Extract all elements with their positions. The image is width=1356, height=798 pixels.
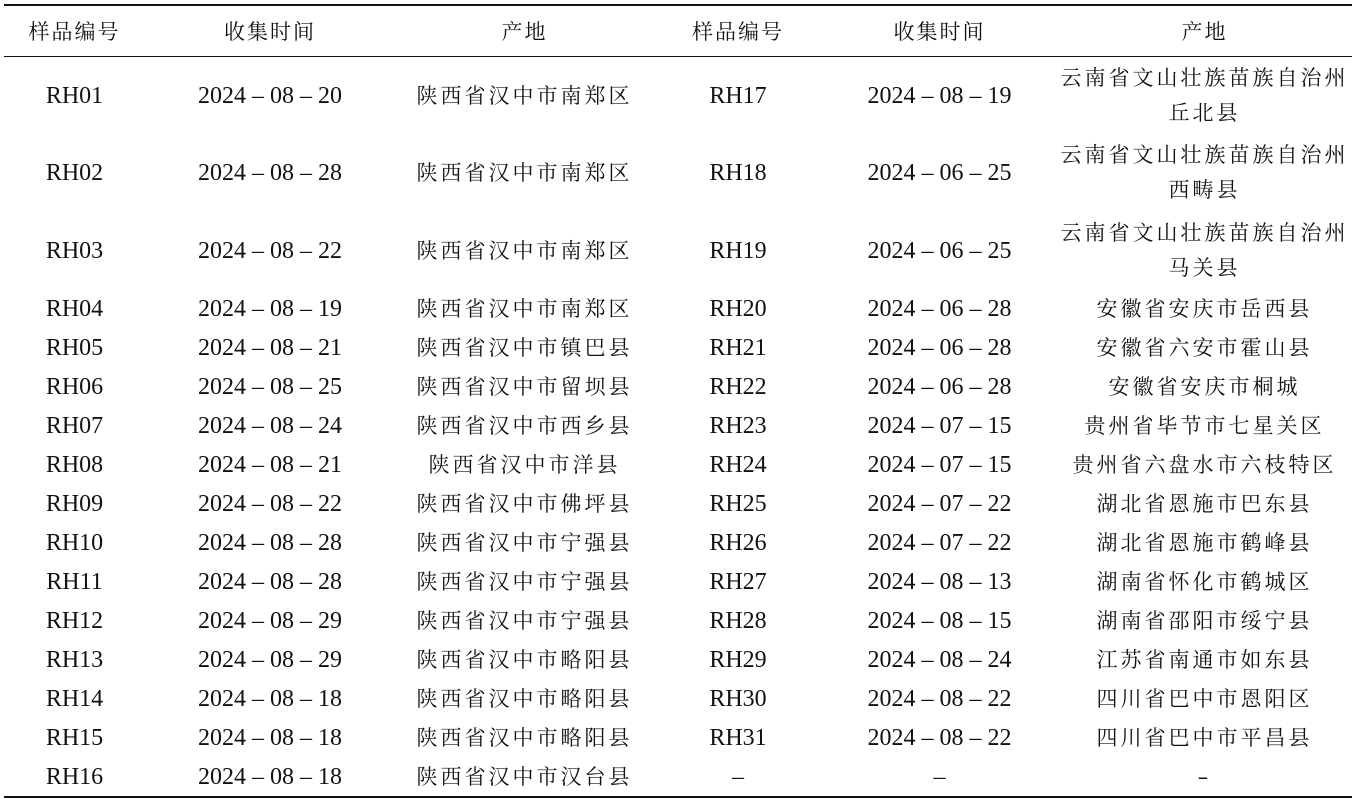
collection-date-cell: 2024 – 08 – 24 [198, 413, 342, 439]
collection-date-cell: 2024 – 07 – 15 [867, 452, 1012, 478]
table-row [4, 680, 1352, 719]
collection-date-cell: 2024 – 08 – 13 [867, 569, 1012, 595]
sample-id-cell: RH19 [709, 237, 767, 264]
origin-cell: 陕西省汉中市镇巴县 [416, 336, 633, 360]
sample-table [4, 4, 1352, 798]
collection-date-cell: 2024 – 07 – 22 [867, 491, 1012, 517]
origin-cell: 四川省巴中市平昌县 [1096, 726, 1313, 750]
collection-date-cell: 2024 – 07 – 15 [867, 413, 1012, 439]
collection-date-cell: 2024 – 08 – 28 [198, 159, 342, 186]
collection-date-cell: 2024 – 08 – 22 [867, 725, 1012, 751]
origin-cell: 陕西省汉中市南郑区 [416, 238, 633, 263]
collection-date-cell: 2024 – 08 – 21 [198, 452, 342, 478]
sample-id-cell: RH02 [45, 159, 104, 186]
origin-cell: 贵州省六盘水市六枝特区 [1072, 453, 1337, 477]
sample-id-cell: RH04 [45, 296, 104, 322]
sample-id-cell: RH11 [46, 569, 103, 595]
sample-id-cell: RH18 [709, 159, 767, 186]
origin-cell: – [1057, 758, 1352, 797]
collection-date-cell: 2024 – 06 – 25 [867, 237, 1012, 264]
sample-id-cell: RH03 [45, 237, 104, 264]
origin-cell: 陕西省汉中市南郑区 [416, 160, 633, 185]
origin-cell: 陕西省汉中市西乡县 [416, 414, 633, 438]
origin-cell: 陕西省汉中市南郑区 [416, 297, 633, 321]
collection-date-cell: 2024 – 08 – 28 [198, 569, 342, 595]
collection-date-cell: 2024 – 08 – 22 [198, 237, 342, 264]
collection-date-cell: 2024 – 08 – 24 [867, 647, 1012, 673]
collection-date-cell: 2024 – 08 – 29 [198, 608, 342, 634]
sample-id-cell: – [654, 758, 822, 797]
origin-cell: 安徽省安庆市岳西县 [1096, 297, 1313, 321]
header-sample-id: 样品编号 [4, 5, 145, 56]
collection-date-cell: 2024 – 08 – 20 [198, 82, 342, 109]
origin-cell: 湖南省怀化市鹤城区 [1096, 570, 1313, 594]
sample-id-cell: RH31 [709, 725, 767, 751]
collection-date-cell: – [822, 758, 1057, 797]
sample-id-cell: RH15 [45, 725, 104, 751]
origin-cell: 四川省巴中市恩阳区 [1096, 687, 1313, 711]
collection-date-cell: 2024 – 07 – 22 [867, 530, 1012, 556]
sample-id-cell: RH21 [709, 335, 767, 361]
sample-id-cell: RH23 [709, 413, 767, 439]
collection-date-cell: 2024 – 08 – 22 [867, 686, 1012, 712]
sample-id-cell: RH24 [709, 452, 767, 478]
origin-cell: 陕西省汉中市南郑区 [416, 83, 633, 108]
origin-cell: 陕西省汉中市汉台县 [395, 758, 654, 797]
sample-id-cell: RH10 [45, 530, 104, 556]
header-origin: 产地 [395, 5, 654, 56]
collection-date-cell: 2024 – 06 – 25 [867, 159, 1012, 186]
sample-id-cell: RH01 [45, 82, 104, 109]
origin-cell: 陕西省汉中市略阳县 [416, 687, 633, 711]
origin-cell: 湖南省邵阳市绥宁县 [1096, 609, 1313, 633]
collection-date-cell: 2024 – 08 – 18 [198, 725, 342, 751]
sample-id-cell: RH09 [45, 491, 104, 517]
sample-id-cell: RH07 [45, 413, 104, 439]
collection-date-cell: 2024 – 08 – 15 [867, 608, 1012, 634]
table-row [4, 290, 1352, 329]
collection-date-cell: 2024 – 06 – 28 [867, 335, 1012, 361]
origin-cell: 贵州省毕节市七星关区 [1084, 414, 1325, 438]
sample-id-cell: RH06 [45, 374, 104, 400]
table-row [4, 485, 1352, 524]
origin-cell: 安徽省六安市霍山县 [1096, 336, 1313, 360]
header-collection-date: 收集时间 [145, 5, 395, 56]
header-origin: 产地 [1057, 5, 1352, 56]
table-row [4, 641, 1352, 680]
collection-date-cell: 2024 – 08 – 18 [198, 686, 342, 712]
collection-date-cell: 2024 – 08 – 25 [198, 374, 342, 400]
table-row [4, 329, 1352, 368]
sample-id-cell: RH16 [4, 758, 145, 797]
origin-cell: 云南省文山壮族苗族自治州马关县 [1060, 221, 1349, 280]
collection-date-cell: 2024 – 06 – 28 [867, 296, 1012, 322]
origin-cell: 陕西省汉中市宁强县 [416, 609, 633, 633]
sample-id-cell: RH29 [709, 647, 767, 673]
collection-date-cell: 2024 – 08 – 22 [198, 491, 342, 517]
sample-id-cell: RH14 [45, 686, 104, 712]
table-row [4, 368, 1352, 407]
table-body [4, 56, 1352, 797]
origin-cell: 江苏省南通市如东县 [1096, 648, 1313, 672]
origin-cell: 陕西省汉中市宁强县 [416, 531, 633, 555]
origin-cell: 云南省文山壮族苗族自治州丘北县 [1060, 66, 1349, 126]
sample-id-cell: RH20 [709, 296, 767, 322]
sample-id-cell: RH27 [709, 569, 767, 595]
header-row [4, 5, 1352, 56]
sample-id-cell: RH22 [709, 374, 767, 400]
sample-id-cell: RH17 [709, 82, 767, 109]
sample-id-cell: RH13 [45, 647, 104, 673]
table-row [4, 56, 1352, 134]
table-row [4, 719, 1352, 758]
collection-date-cell: 2024 – 06 – 28 [867, 374, 1012, 400]
origin-cell: 陕西省汉中市洋县 [428, 453, 621, 477]
sample-id-cell: RH12 [45, 608, 104, 634]
header-collection-date: 收集时间 [822, 5, 1057, 56]
table-header [4, 5, 1352, 56]
table-row [4, 212, 1352, 290]
table-row [4, 524, 1352, 563]
table-row [4, 134, 1352, 212]
table-row [4, 758, 1352, 797]
table-row [4, 446, 1352, 485]
collection-date-cell: 2024 – 08 – 19 [867, 82, 1012, 109]
collection-date-cell: 2024 – 08 – 21 [198, 335, 342, 361]
origin-cell: 云南省文山壮族苗族自治州西畴县 [1060, 143, 1349, 202]
sample-id-cell: RH08 [45, 452, 104, 478]
origin-cell: 湖北省恩施市巴东县 [1096, 492, 1313, 516]
origin-cell: 陕西省汉中市略阳县 [416, 726, 633, 750]
collection-date-cell: 2024 – 08 – 28 [198, 530, 342, 556]
sample-id-cell: RH30 [709, 686, 767, 712]
collection-date-cell: 2024 – 08 – 29 [198, 647, 342, 673]
table-row [4, 407, 1352, 446]
sample-id-cell: RH25 [709, 491, 767, 517]
header-sample-id: 样品编号 [654, 5, 822, 56]
sample-id-cell: RH28 [709, 608, 767, 634]
origin-cell: 安徽省安庆市桐城 [1108, 375, 1301, 399]
origin-cell: 陕西省汉中市留坝县 [416, 375, 633, 399]
collection-date-cell: 2024 – 08 – 18 [145, 758, 395, 797]
table-row [4, 563, 1352, 602]
table-row [4, 602, 1352, 641]
origin-cell: 陕西省汉中市宁强县 [416, 570, 633, 594]
sample-id-cell: RH26 [709, 530, 767, 556]
origin-cell: 陕西省汉中市佛坪县 [416, 492, 633, 516]
origin-cell: 湖北省恩施市鹤峰县 [1096, 531, 1313, 555]
sample-id-cell: RH05 [45, 335, 104, 361]
origin-cell: 陕西省汉中市略阳县 [416, 648, 633, 672]
collection-date-cell: 2024 – 08 – 19 [198, 296, 342, 322]
